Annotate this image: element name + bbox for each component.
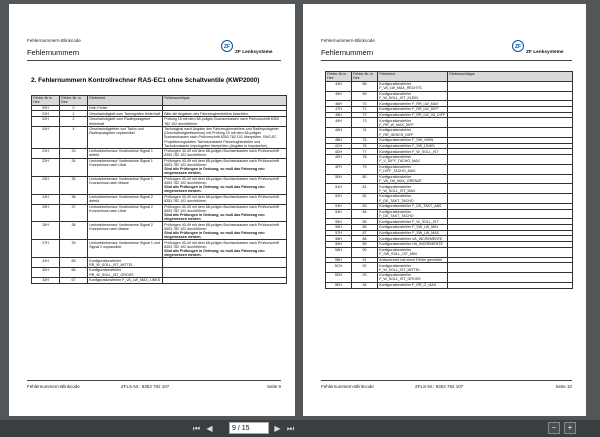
table-cell: Konfigurationsfehler F_W_SOLL_IST_GROSS: [378, 273, 448, 283]
table-cell: 48H: [326, 112, 352, 118]
table-cell: Konfigurationsfehler F_SW_LINKS: [378, 143, 448, 149]
table-cell: Konfigurationsfehler F_VA_LW_MAX_LINKS: [88, 277, 163, 283]
table-cell: Konfigurationsfehler F_SW_LW_MAX: [378, 230, 448, 236]
logo-text: ZF Lenksysteme: [526, 50, 564, 55]
section-title: 2. Fehlernummern Kontrollrechner RAS-EC1 ohne Schaltventile (KWP2000): [31, 77, 260, 84]
table-cell: 43H: [32, 277, 60, 283]
table-row: [326, 184, 573, 194]
table-cell-tips: [163, 277, 287, 283]
table-cell: Konfigurationsfehler RR_W_SOLL_IST_GROSS: [88, 268, 163, 278]
tip-warning: Sind alle Prüfungen in Ordnung, so muß das Fahrzeug neu eingemessen werden.: [164, 185, 265, 194]
document-page-right: [303, 4, 586, 416]
table-cell: Lenkwinkelsensor Vorderachse Signal 2 Kurzschluss nach Masse: [88, 222, 163, 240]
table-row: [326, 164, 573, 174]
table-cell: Lenkwinkelsensor Vorderachse Signal 1 Kurzschluss nach Masse: [88, 176, 163, 194]
table-cell: 77: [352, 149, 378, 155]
table-cell: 4DH: [326, 149, 352, 155]
tip-text: Prüfungen 40-49 mit dem 68-poligen Buchsenkasten nach Prüfvorschrift 8353 782 102 durchführen: [164, 204, 280, 213]
table-cell: 52H: [326, 194, 352, 204]
tip-text: Prüfungen 40-49 mit dem 68-poligen Buchsenkasten nach Prüfvorschrift 8353 782 102 durchführen: [164, 177, 280, 186]
svg-text:ZF: ZF: [223, 44, 231, 50]
zf-logo-icon: [512, 40, 524, 52]
column-header: Fehlersuchtipps: [448, 72, 573, 82]
table-cell: 2: [60, 117, 88, 127]
table-cell-tips: [163, 117, 287, 127]
table-row: [32, 240, 287, 258]
table-cell-tips: [448, 164, 573, 174]
table-cell: 21H: [32, 149, 60, 159]
table-cell: 75: [352, 137, 378, 143]
table-row: [32, 258, 287, 268]
column-header: Fehler-Nr. in Dez: [352, 72, 378, 82]
table-cell-tips: [448, 81, 573, 91]
table-row: [326, 155, 573, 165]
tip-text: Prüfungen 40-49 mit dem 68-poligen Buchsenkasten nach Prüfvorschrift 8353 782 102 durchführen: [164, 149, 280, 158]
tip-warning: Sind alle Prüfungen in Ordnung, so muß das Fahrzeug neu eingemessen werden.: [164, 230, 265, 240]
table-cell-tips: [448, 155, 573, 165]
table-cell: 93: [352, 273, 378, 283]
table-row: [32, 204, 287, 222]
table-row: [326, 273, 573, 283]
table-cell-tips: [163, 126, 287, 148]
table-cell: 25H: [32, 204, 60, 222]
table-cell: 44H: [326, 81, 352, 91]
table-cell: 66: [60, 268, 88, 278]
table-cell: Geschwindigkeit vom Radimpulsgeber fehlerhaft: [88, 117, 163, 127]
table-cell-tips: [163, 149, 287, 159]
page-title: Fehlernummern: [321, 48, 374, 57]
table-cell: 53H: [326, 203, 352, 209]
table-cell: 80: [352, 174, 378, 184]
previous-page-icon: ◀: [206, 424, 213, 433]
table-cell-tips: [163, 194, 287, 204]
table-row: [32, 176, 287, 194]
table-row: [326, 128, 573, 138]
table-cell: 74: [352, 128, 378, 138]
table-cell: Konfigurationsfehler F_RR_W_MAX_DIFF: [378, 118, 448, 128]
footer-divider: [27, 380, 281, 381]
footer-divider: [321, 380, 572, 381]
table-row: [32, 158, 287, 176]
table-cell: Konfigurationsfehler F_SW_VMIN: [378, 137, 448, 143]
table-cell-tips: [163, 176, 287, 194]
table-row: [326, 282, 573, 288]
table-cell: Konfigurationsfehler F_DE_TAKT_TACHO: [378, 209, 448, 219]
first-page-button[interactable]: [191, 423, 202, 434]
table-cell: 76: [352, 143, 378, 149]
table-cell: Konfigurationsfehler HA_INCREMENTE: [378, 242, 448, 248]
column-header: Fehlersuchtipps: [163, 96, 287, 106]
table-cell: 84: [352, 209, 378, 219]
table-cell: Konfigurationsfehler F_RR_LW_VA_DIFF: [378, 112, 448, 118]
table-cell: 47H: [326, 107, 352, 113]
table-cell: Antwortrecht hat einen Fehler gemeldet: [378, 257, 448, 263]
table-cell: 1: [60, 111, 88, 117]
tip-warning: Sind alle Prüfungen in Ordnung, so muß das Fahrzeug neu eingemessen werden.: [164, 212, 265, 222]
column-header: Fehler-Nr in Hex: [326, 72, 352, 82]
table-cell: Konfigurationsfehler F_W_SOLL_IST: [378, 219, 448, 225]
tip-warning: Sind alle Prüfungen in Ordnung, so muß das Fahrzeug neu eingemessen werden.: [164, 248, 265, 258]
table-cell: 4CH: [326, 143, 352, 149]
table-row: [326, 247, 573, 257]
table-cell: Konfigurationsfehler F_W_SOLL_IST_MITTEL: [378, 263, 448, 273]
zf-logo: [221, 40, 281, 58]
table-cell: 34: [60, 158, 88, 176]
table-row: [32, 117, 287, 127]
table-cell: Konfigurationsfehler F_RR_LW_MAX: [378, 101, 448, 107]
table-cell: 81: [352, 184, 378, 194]
table-cell: Geschwindigkeiten von Tacho und Radimpulsgeber unplausibel: [88, 126, 163, 148]
table-cell: 45H: [326, 91, 352, 101]
table-cell: 23H: [32, 176, 60, 194]
table-cell-tips: [448, 282, 573, 288]
header-divider: [27, 60, 281, 61]
table-row: [32, 194, 287, 204]
zoom-out-button[interactable]: −: [548, 422, 560, 434]
table-row: [326, 209, 573, 219]
table-cell: 37: [60, 204, 88, 222]
table-cell: 51H: [326, 184, 352, 194]
table-row: [326, 81, 573, 91]
tip-text: Bitte die Angaben des Fahrzeugherstellers beachten.: [164, 111, 249, 116]
table-row: [32, 277, 287, 283]
table-cell: 82: [352, 194, 378, 204]
table-cell: Lenkwinkelsensor Vorderachse Signal 1 defekt: [88, 149, 163, 159]
table-cell-tips: [163, 158, 287, 176]
table-cell-tips: [448, 184, 573, 194]
table-cell: 33: [60, 149, 88, 159]
table-cell: 57H: [326, 230, 352, 236]
table-cell: 0: [60, 105, 88, 111]
running-header: Fehlernummern-Blinkcode: [321, 38, 375, 43]
table-cell: 4EH: [326, 155, 352, 165]
tip-warning: Sind alle Prüfungen in Ordnung, so muß das Fahrzeug neu eingemessen werden.: [164, 167, 265, 176]
zf-logo-icon: [221, 40, 233, 52]
table-cell-tips: [448, 91, 573, 101]
table-cell: 69: [352, 91, 378, 101]
table-cell-tips: [448, 174, 573, 184]
table-row: [326, 91, 573, 101]
svg-text:ZF: ZF: [514, 44, 522, 50]
table-row: [32, 268, 287, 278]
table-cell: 92: [352, 263, 378, 273]
table-cell: Lenkwinkelsensor Vorderachse Signal 1 und Signal 2 unplausibel: [88, 240, 163, 258]
table-header-row: [32, 96, 287, 106]
table-cell: 41H: [32, 258, 60, 268]
table-cell: 5DH: [326, 273, 352, 283]
table-cell: Konfigurationsfehler VA_INCREMENTE: [378, 236, 448, 242]
table-cell: Konfigurationsfehler F_W_SOLL_IST_MAX: [378, 184, 448, 194]
table-cell: 26H: [32, 222, 60, 240]
table-cell: Konfigurationsfehler F_SW_SOLL_IST_MIN: [378, 247, 448, 257]
table-cell: 39: [60, 240, 88, 258]
page-title: Fehlernummern: [27, 48, 80, 57]
table-cell: 4: [60, 126, 88, 148]
error-table-right: [325, 71, 573, 289]
table-cell: 04H: [32, 126, 60, 148]
table-cell-tips: [448, 194, 573, 204]
table-cell: 4BH: [326, 137, 352, 143]
table-cell: Konfigurationsfehler F_V_DIFF_TACHO_MAX: [378, 155, 448, 165]
table-body: [326, 81, 573, 288]
footer-document-number: ZFLS-Nr.: 8353 782 107: [415, 384, 464, 389]
table-cell: 68: [352, 81, 378, 91]
table-cell: 94: [352, 282, 378, 288]
table-header-row: [326, 72, 573, 82]
table-cell: Konfigurationsfehler F_RR_GESCH_DIFF: [378, 128, 448, 138]
table-cell: 67: [60, 277, 88, 283]
logo-text: ZF Lenksysteme: [235, 50, 273, 55]
previous-page-button[interactable]: [204, 423, 215, 434]
table-cell: 5AH: [326, 247, 352, 257]
table-cell: 38: [60, 222, 88, 240]
table-cell: 79: [352, 164, 378, 174]
header-divider: [321, 60, 572, 61]
table-body: [32, 105, 287, 283]
table-row: [326, 263, 573, 273]
table-cell-tips: [163, 204, 287, 222]
next-page-button[interactable]: [272, 423, 283, 434]
table-cell: Konfigurationsfehler F_VA_LW_MAX_RECHTS: [378, 81, 448, 91]
table-cell: 01H: [32, 111, 60, 117]
table-cell: Kein Fehler: [88, 105, 163, 111]
table-cell: Konfigurationsfehler F_VA_LW_MAX_GRENZE: [378, 174, 448, 184]
column-header: Fehlertext: [378, 72, 448, 82]
table-cell: 91: [352, 257, 378, 263]
table-cell: 5CH: [326, 263, 352, 273]
table-cell: 36: [60, 194, 88, 204]
footer-page-number: Seite 9: [266, 384, 281, 389]
tip-text: Prüfungen 40-49 mit dem 68-poligen Buchsenkasten nach Prüfvorschrift 8353 782 102 durchführen: [164, 222, 280, 231]
table-cell: 00H: [32, 105, 60, 111]
table-row: [326, 118, 573, 128]
running-header: Fehlernummern-Blinkcode: [27, 38, 81, 43]
table-cell: 89: [352, 242, 378, 248]
table-cell: Konfigurationsfehler F_DIFF_TACHO_MAX: [378, 164, 448, 174]
tip-text: Prüfungen 40-49 mit dem 68-poligen Buchsenkasten nach Prüfvorschrift 8353 782 102 durchführen: [164, 240, 280, 249]
table-cell: 86: [352, 225, 378, 231]
tip-text: Prüfungen 40-49 mit dem 68-poligen Buchsenkasten nach Prüfvorschrift 8353 782 102 durchführen: [164, 159, 280, 168]
table-row: [326, 194, 573, 204]
table-cell: Konfigurationsfehler F_DE_TAKT_TACHO: [378, 194, 448, 204]
table-cell: Konfigurationsfehler F_DE_TAKT_ABS: [378, 203, 448, 209]
zoom-in-button[interactable]: +: [564, 422, 576, 434]
table-cell: Konfigurationsfehler RR_W_SOLL_IST_MITTEL: [88, 258, 163, 268]
table-cell: 88: [352, 236, 378, 242]
table-cell: 35: [60, 176, 88, 194]
last-page-icon: ⏭: [286, 424, 295, 433]
table-cell: 46H: [326, 101, 352, 107]
viewer-toolbar: [0, 420, 600, 437]
table-cell: 65: [60, 258, 88, 268]
page-number-input[interactable]: [229, 422, 269, 434]
table-cell-tips: [448, 209, 573, 219]
next-page-icon: ▶: [274, 424, 281, 433]
column-header: Fehlertext: [88, 96, 163, 106]
table-cell: 78: [352, 155, 378, 165]
table-cell: 5EH: [326, 282, 352, 288]
table-cell: 4FH: [326, 164, 352, 174]
table-cell: Lenkwinkelsensor Vorderachse Signal 1 Kurzschluss nach Ubat: [88, 158, 163, 176]
table-cell: 22H: [32, 158, 60, 176]
table-cell: 70: [352, 101, 378, 107]
footer-left: Fehlernummern-Blinkcode: [27, 384, 80, 389]
table-cell: 71: [352, 107, 378, 113]
table-cell: 27H: [32, 240, 60, 258]
table-cell: Lenkwinkelsensor Vorderachse Signal 2 Kurzschluss nach Ubat: [88, 204, 163, 222]
tip-text: Prüfungen 40-49 mit dem 68-poligen Buchsenkasten nach Prüfvorschrift 8353 782 102 durchführen: [164, 195, 280, 204]
table-cell: 5BH: [326, 257, 352, 263]
table-cell: Konfigurationsfehler F_SW_LW_MIN: [378, 225, 448, 231]
table-cell-tips: [448, 118, 573, 128]
table-cell: Geschwindigkeit vom Tachografen fehlerhaft: [88, 111, 163, 117]
table-cell: 42H: [32, 268, 60, 278]
table-cell: 58H: [326, 236, 352, 242]
table-cell-tips: [448, 128, 573, 138]
table-cell-tips: [163, 258, 287, 268]
table-cell: 4AH: [326, 128, 352, 138]
table-cell: 83: [352, 203, 378, 209]
table-cell-tips: [163, 222, 287, 240]
table-cell-tips: [163, 240, 287, 258]
last-page-button[interactable]: [285, 423, 296, 434]
table-cell: 55H: [326, 219, 352, 225]
table-cell-tips: [448, 247, 573, 257]
table-row: [32, 149, 287, 159]
table-cell-tips: [163, 268, 287, 278]
footer-page-number: Seite 10: [555, 384, 572, 389]
table-cell: Lenkwinkelsensor Vorderachse Signal 2 defekt: [88, 194, 163, 204]
table-cell: 49H: [326, 118, 352, 128]
table-cell: 02H: [32, 117, 60, 127]
tip-text: Prüfung 15 mit dem 68-poligen Buchsenkasten nach Prüfvorschrift 8353 782 102 durchführen: [164, 117, 279, 126]
tip-text: Tachosignal nach Angabe des Fahrzeugherstellers und Radimpulsgeber (Geschwindigkeitssensor) mit Prüfung 15 mit dem 68-poligen Buchsenkasten nach Prüfvorschrift 8353 782 102 überprüfen. RAS-EC Projektierungsdaten Tachokonstante Fahrzeughersteller und Tachokonstante Impulsgeber überprüfen (Angabe in Impulse/km): [164, 127, 279, 148]
table-cell: 59H: [326, 242, 352, 248]
zf-logo: [512, 40, 572, 58]
table-cell: 24H: [32, 194, 60, 204]
table-row: [32, 126, 287, 148]
table-cell: 72: [352, 112, 378, 118]
table-cell: Konfigurationsfehler F_W_SOLL_IST_KLEIN: [378, 91, 448, 101]
table-row: [32, 222, 287, 240]
column-header: Fehler-Nr. in Dez: [60, 96, 88, 106]
table-cell: 54H: [326, 209, 352, 219]
table-cell: Konfigurationsfehler F_RR_G_MAX: [378, 282, 448, 288]
table-cell: 90: [352, 247, 378, 257]
table-cell: 56H: [326, 225, 352, 231]
table-cell: 73: [352, 118, 378, 128]
column-header: Fehler-Nr in Hex: [32, 96, 60, 106]
table-row: [326, 174, 573, 184]
footer-left: Fehlernummern-Blinkcode: [321, 384, 374, 389]
footer-document-number: ZFLS-Nr.: 8353 782 107: [121, 384, 170, 389]
table-cell: 85: [352, 219, 378, 225]
table-cell: Konfigurationsfehler F_RR_LW_DIFF: [378, 107, 448, 113]
table-cell-tips: [448, 263, 573, 273]
error-table-left: [31, 95, 287, 284]
table-cell: Konfigurationsfehler F_W_SOLL_IST: [378, 149, 448, 155]
first-page-icon: ⏮: [192, 424, 201, 433]
table-cell: 50H: [326, 174, 352, 184]
document-page-left: [9, 4, 295, 416]
table-cell: 87: [352, 230, 378, 236]
table-cell-tips: [448, 273, 573, 283]
